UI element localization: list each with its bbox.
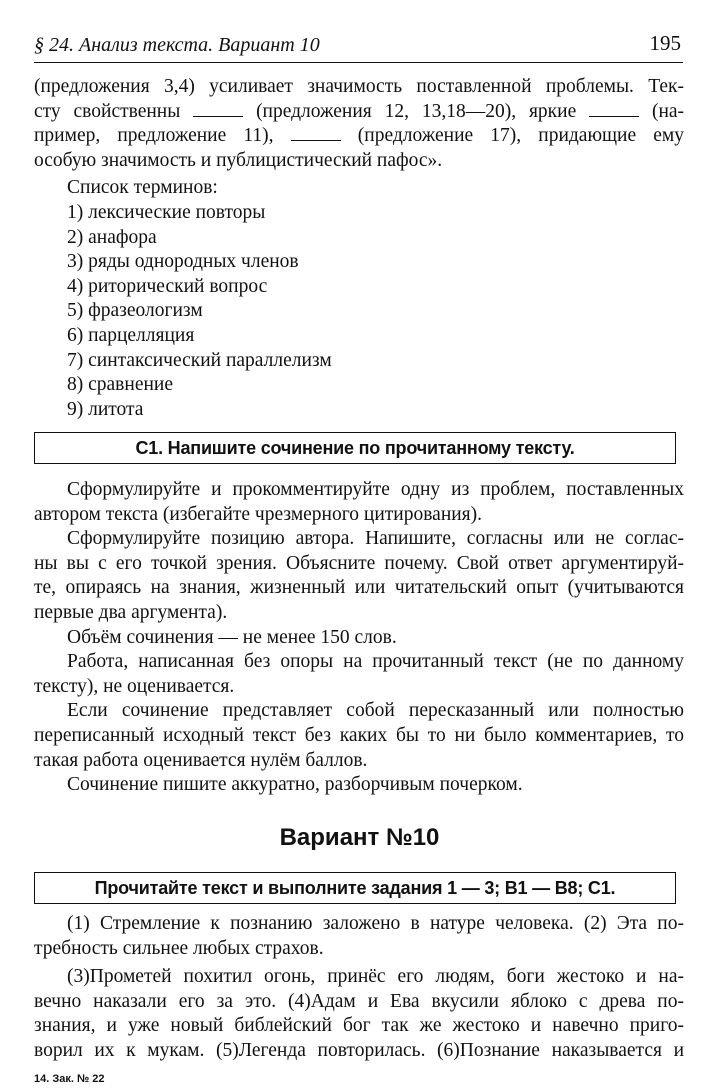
text-line: те, опираясь на знания, жизненный или читательский опыт (учитываются: [34, 577, 684, 599]
text-line: особую значимость и публицистический пафос».: [34, 149, 443, 171]
printer-footnote: 14. Зак. № 22: [34, 1073, 105, 1085]
variant-task-box: Прочитайте текст и выполните задания 1 — 3; В1 — В8; С1.: [34, 872, 676, 904]
text-line: автором текста (избегайте чрезмерного цитирования).: [34, 503, 483, 525]
variant-title: Вариант №10: [279, 824, 440, 851]
running-title: § 24. Анализ текста. Вариант 10: [34, 34, 320, 56]
text-line: Сочинение пишите аккуратно, разборчивым почерком.: [67, 774, 523, 796]
text-line: Если сочинение представляет собой пересказанный или полностью: [67, 700, 684, 722]
text-line: вечно наказали его за это. (4)Адам и Ева вкусили яблоко с древа по-: [34, 990, 684, 1012]
text-line: знания, и уже новый библейский бог так же жестоко и навечно приго-: [34, 1015, 684, 1037]
text-line: Сформулируйте позицию автора. Напишите, согласны или не соглас-: [67, 528, 684, 550]
list-item: 5) фразеологизм: [67, 300, 203, 322]
text-line: тексту), не оценивается.: [34, 675, 235, 697]
text-line: (3)Прометей похитил огонь, принёс его людям, боги жестоко и на-: [67, 966, 684, 988]
text-line: Сформулируйте и прокомментируйте одну из проблем, поставленных: [67, 479, 684, 500]
list-item: 4) риторический вопрос: [67, 275, 268, 297]
text-line: сту свойственны (предложения 12, 13,18—20), яркие (на-: [34, 100, 685, 122]
text-line: такая работа оценивается нулём баллов.: [34, 749, 368, 771]
text-line: требность сильнее любых страхов.: [34, 937, 324, 959]
text-line: ны вы с его точкой зрения. Объясните почему. Свой ответ аргументируй-: [34, 552, 684, 574]
answer-blank: [589, 100, 639, 117]
running-header: [34, 30, 683, 63]
text-line: Работа, написанная без опоры на прочитанный текст (не по данному: [67, 651, 684, 673]
list-item: 8) сравнение: [67, 374, 174, 396]
text-line: (предложения 3,4) усиливает значимость поставленной проблемы. Тек-: [34, 76, 684, 97]
page-number: 195: [649, 31, 681, 55]
text-line: Объём сочинения — не менее 150 слов.: [67, 626, 397, 648]
text-line: переписанный исходный текст без каких бы то ни было комментариев, то: [34, 724, 684, 746]
intro-paragraph: [34, 75, 684, 173]
source-text: [34, 912, 684, 1064]
list-item: 7) синтаксический параллелизм: [67, 349, 332, 371]
text-line: ворил их к мукам. (5)Легенда повторилась. (6)Познание наказывается и: [34, 1039, 684, 1061]
terms-list: [67, 201, 332, 422]
c1-task-box: C1. Напишите сочинение по прочитанному тексту.: [34, 432, 676, 464]
text-line: (1) Стремление к познанию заложено в натуре человека. (2) Эта по-: [67, 913, 684, 934]
text-line: первые два аргумента).: [34, 601, 228, 623]
list-item: 2) анафора: [67, 226, 157, 248]
list-item: 3) ряды однородных членов: [67, 251, 299, 273]
list-item: 9) литота: [67, 398, 144, 420]
answer-blank: [291, 124, 341, 141]
list-item: 1) лексические повторы: [67, 202, 266, 223]
list-item: 6) парцелляция: [67, 324, 195, 346]
terms-title: Список терминов:: [67, 177, 218, 198]
answer-blank: [193, 100, 243, 117]
c1-instructions: [34, 478, 684, 798]
text-line: пример, предложение 11), (предложение 17), придающие ему: [34, 125, 684, 147]
